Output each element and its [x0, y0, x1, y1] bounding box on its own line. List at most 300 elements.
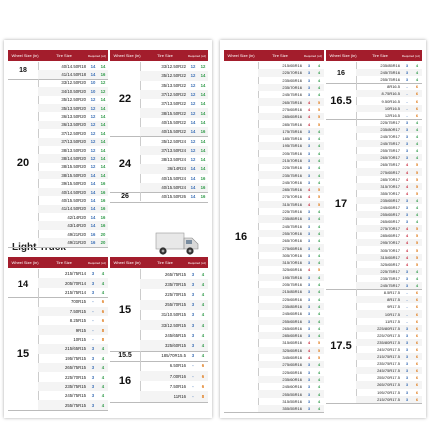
table-row: [258, 135, 324, 142]
table-row: [38, 288, 108, 297]
required-oz-b: 20: [100, 239, 106, 245]
table-row: [140, 81, 208, 90]
table-row: [356, 367, 422, 374]
table-row: [140, 71, 208, 80]
tire-size-cell: 255/65R16: [282, 318, 302, 324]
required-oz-b: 4: [317, 406, 321, 412]
tire-size-group: [140, 269, 208, 351]
required-oz-a: 3: [307, 70, 311, 76]
table-row: [140, 192, 208, 201]
required-oz-a: 4: [405, 176, 409, 182]
required-oz-a: 14: [90, 223, 96, 229]
required-oz-b: 4: [415, 155, 419, 161]
required-oz-a: 4: [307, 355, 311, 361]
tire-size-cell: 265/75R15: [164, 271, 186, 277]
table-row: [258, 244, 324, 251]
table-row: [38, 154, 108, 162]
required-oz-a: 3: [405, 63, 409, 69]
required-oz-a: 3: [307, 172, 311, 178]
table-row: [258, 354, 324, 361]
required-oz-a: 3: [405, 197, 409, 203]
required-oz-a: 3: [307, 376, 311, 382]
table-row: [356, 396, 422, 403]
required-oz-a: 3: [307, 245, 311, 251]
required-oz-b: 14: [100, 139, 106, 145]
table-header-top: [8, 50, 108, 61]
required-oz-a: 4: [307, 114, 311, 120]
table-row: [356, 310, 422, 317]
table-header-right-a: [224, 50, 324, 61]
required-oz-b: 4: [101, 355, 105, 361]
table-row: [258, 317, 324, 324]
required-oz-b: 4: [317, 209, 321, 215]
required-oz-a: 3: [405, 275, 409, 281]
required-oz-a: 14: [90, 189, 96, 195]
required-oz-a: 12: [90, 97, 96, 103]
group-divider: [8, 410, 108, 411]
tire-size-cell: 215/65R15: [64, 346, 86, 352]
required-oz-b: 6: [415, 325, 419, 331]
required-oz-a: 14: [90, 172, 96, 178]
required-oz-a: 3: [307, 398, 311, 404]
table-row: [356, 218, 422, 225]
tire-size-cell: 8R17.5: [387, 297, 400, 303]
tire-size-cell: 225/70R17.5: [377, 332, 400, 338]
table-row: [258, 179, 324, 186]
required-oz-a: 14: [90, 72, 96, 78]
required-oz-b: 14: [100, 172, 106, 178]
required-oz-a: 3: [405, 119, 409, 125]
table-row: [356, 296, 422, 303]
tire-size-cell: 6.50R16: [169, 363, 186, 369]
required-oz-b: 6: [415, 112, 419, 118]
required-oz-b: 4: [317, 92, 321, 98]
tire-size-cell: 215/75R14: [64, 289, 86, 295]
required-oz-b: 14: [100, 122, 106, 128]
required-oz-a: 3: [307, 333, 311, 339]
required-oz-a: 4: [405, 247, 409, 253]
tire-size-cell: 37/13.50R24: [161, 147, 186, 153]
table-row: [258, 376, 324, 383]
required-oz-a: 3: [405, 155, 409, 161]
required-oz-b: 6: [415, 361, 419, 367]
required-oz-a: 4: [307, 106, 311, 112]
tire-size-cell: 325/60R15: [164, 342, 186, 348]
required-oz-b: 16: [100, 197, 106, 203]
required-oz-a: 4: [307, 194, 311, 200]
required-oz-b: 8: [201, 393, 205, 399]
required-oz-b: 6: [415, 297, 419, 303]
table-row: [258, 128, 324, 135]
required-oz-a: -: [406, 105, 408, 111]
required-oz-a: 3: [191, 353, 195, 359]
required-oz-a: 3: [307, 158, 311, 163]
table-row: [258, 120, 324, 127]
required-oz-b: 5: [317, 340, 321, 346]
required-oz-a: 3: [405, 389, 409, 395]
required-oz-b: 6: [415, 304, 419, 310]
tire-size-cell: 315/55R16: [282, 398, 302, 404]
table-row: [258, 281, 324, 288]
header-tire-size: Tire Size: [157, 260, 173, 265]
required-oz-a: -: [406, 290, 408, 296]
group-divider: [326, 403, 422, 404]
wheel-size-label: 24: [110, 136, 141, 192]
required-oz-b: 6: [101, 308, 105, 314]
tire-size-cell: 275/65R16: [282, 362, 302, 368]
required-oz-b: 8: [101, 327, 105, 333]
required-oz-a: 3: [307, 238, 311, 244]
table-row: [140, 351, 208, 361]
tire-size-cell: 40/15.50R22: [161, 119, 186, 125]
table-row: [38, 121, 108, 129]
required-oz-b: 14: [100, 156, 106, 161]
tire-size-cell: 245/75R17: [380, 283, 400, 288]
required-oz-a: 3: [405, 382, 409, 388]
table-row: [356, 318, 422, 325]
required-oz-b: 5: [415, 226, 419, 232]
required-oz-b: 6: [415, 375, 419, 381]
required-oz-a: 3: [307, 85, 311, 91]
table-row: [38, 354, 108, 363]
required-oz-a: 12: [90, 139, 96, 145]
required-oz-b: 6: [415, 368, 419, 374]
required-oz-b: 4: [101, 402, 105, 408]
tire-size-cell: 185/75R16: [282, 136, 302, 142]
table-row: [258, 383, 324, 390]
table-row: [140, 155, 208, 164]
required-oz-b: 4: [317, 150, 321, 156]
table-row: [356, 204, 422, 211]
tire-size-cell: 38/14.50R20: [61, 156, 86, 161]
required-oz-b: 16: [100, 214, 106, 220]
required-oz-b: 4: [317, 158, 321, 163]
required-oz-b: 4: [317, 63, 321, 69]
tire-size-cell: 8R16.5: [387, 84, 400, 90]
required-oz-b: 4: [317, 77, 321, 83]
required-oz-b: 14: [100, 130, 106, 136]
tire-size-cell: 49/21R20: [67, 231, 86, 237]
table-row: [38, 188, 108, 196]
header-wheel-size: Wheel Size (in): [113, 53, 141, 58]
header-required: Required (oz): [187, 260, 207, 265]
required-oz-b: 16: [100, 189, 106, 195]
required-oz-b: 4: [415, 141, 419, 147]
tire-size-cell: 235/75R16: [282, 172, 302, 178]
tire-size-cell: 40/14.50R18: [61, 63, 86, 69]
table-row: [140, 340, 208, 350]
required-oz-a: 3: [307, 362, 311, 368]
required-oz-a: 14: [90, 181, 96, 187]
table-row: [258, 303, 324, 310]
table-row: [356, 133, 422, 140]
table-row: [356, 119, 422, 126]
required-oz-b: 16: [200, 194, 206, 200]
required-oz-a: 3: [307, 260, 311, 266]
table-row: [258, 171, 324, 178]
required-oz-b: 4: [317, 362, 321, 368]
tire-size-cell: 245/75R17.5: [377, 368, 400, 374]
required-oz-b: 4: [415, 77, 419, 83]
tire-size-cell: 255/70R16: [282, 230, 302, 236]
required-oz-b: 5: [317, 106, 321, 112]
tire-size-cell: 235/75R17.5: [377, 361, 400, 367]
required-oz-a: -: [92, 318, 94, 324]
tire-size-cell: 225/70R16: [282, 70, 302, 76]
required-oz-a: 3: [91, 346, 95, 352]
required-oz-a: 3: [91, 393, 95, 399]
table-row: [356, 225, 422, 232]
table-row: [258, 142, 324, 149]
required-oz-a: 12: [190, 92, 196, 98]
tire-size-cell: 38/15.50R22: [161, 110, 186, 116]
table-row: [38, 96, 108, 104]
table-row: [258, 274, 324, 281]
table-row: [258, 296, 324, 303]
tire-size-cell: 255/65R17: [380, 212, 400, 218]
required-oz-b: 6: [415, 91, 419, 97]
required-oz-a: -: [406, 98, 408, 104]
required-oz-b: 4: [415, 148, 419, 154]
required-oz-b: 14: [200, 92, 206, 98]
required-oz-b: 4: [317, 296, 321, 302]
table-row: [140, 269, 208, 279]
required-oz-a: 3: [307, 274, 311, 280]
table-row: [38, 221, 108, 229]
required-oz-b: 5: [415, 162, 419, 168]
required-oz-b: 16: [100, 206, 106, 212]
required-oz-b: 4: [317, 260, 321, 266]
table-row: [356, 62, 422, 69]
wheel-size-label: 16: [110, 361, 141, 402]
table-row: [258, 150, 324, 157]
table-row: [356, 112, 422, 119]
table-row: [356, 353, 422, 360]
tire-size-cell: 235/85R16: [380, 63, 400, 69]
required-oz-b: 5: [415, 254, 419, 260]
tire-size-cell: 33/12.50R22: [161, 64, 186, 70]
required-oz-a: 4: [405, 183, 409, 189]
required-oz-b: 4: [317, 274, 321, 280]
required-oz-b: 5: [415, 247, 419, 253]
tire-size-cell: 36/13.50R20: [61, 114, 86, 120]
table-row: [356, 239, 422, 246]
required-oz-a: 3: [307, 325, 311, 331]
tire-size-cell: 37/13.50R20: [61, 139, 86, 145]
tire-size-cell: 38/13.50R20: [61, 147, 86, 153]
required-oz-a: 3: [91, 365, 95, 371]
tire-size-cell: 35/12.50R22: [161, 73, 186, 79]
tire-size-cell: 225/80R17.5: [377, 325, 400, 331]
required-oz-b: 4: [201, 342, 205, 348]
required-oz-a: 3: [307, 384, 311, 390]
required-oz-a: 4: [307, 347, 311, 353]
required-oz-b: 6: [201, 363, 205, 369]
required-oz-b: 4: [317, 282, 321, 288]
table-row: [38, 344, 108, 353]
table-row: [356, 69, 422, 76]
required-oz-b: 4: [317, 369, 321, 375]
tire-size-cell: 315/75R16: [282, 201, 302, 207]
tire-size-cell: 205/75R16: [282, 150, 302, 156]
tire-size-cell: 315/65R16: [282, 340, 302, 346]
table-row: [38, 62, 108, 70]
required-oz-a: 4: [405, 190, 409, 196]
required-oz-a: 3: [405, 339, 409, 345]
table-header-bottom: [8, 257, 108, 268]
tire-size-cell: 305/70R17: [380, 247, 400, 253]
truck-icon: [154, 230, 200, 258]
table-row: [356, 254, 422, 261]
tire-size-cell: 355/55R16: [282, 406, 302, 412]
required-oz-a: -: [406, 91, 408, 97]
required-oz-b: 4: [415, 126, 419, 132]
tire-size-group: [356, 289, 422, 403]
table-row: [258, 398, 324, 405]
required-oz-a: 12: [190, 82, 196, 88]
required-oz-a: 12: [190, 64, 196, 70]
required-oz-a: 3: [307, 303, 311, 309]
table-row: [140, 118, 208, 127]
table-row: [140, 320, 208, 330]
tire-size-cell: 225/75R16: [282, 209, 302, 215]
tire-size-cell: 7.50R16: [169, 383, 186, 389]
required-oz-a: 3: [191, 302, 195, 308]
table-row: [356, 289, 422, 296]
required-oz-a: -: [192, 383, 194, 389]
required-oz-b: 5: [317, 187, 321, 193]
tire-size-cell: 265/65R16: [282, 325, 302, 331]
required-oz-b: 5: [415, 169, 419, 175]
table-row: [258, 310, 324, 317]
required-oz-a: 3: [405, 354, 409, 360]
required-oz-a: -: [406, 318, 408, 324]
tire-size-cell: 215/75R14: [64, 271, 86, 277]
tire-size-cell: 33/12.50R20: [61, 80, 86, 86]
required-oz-a: 3: [191, 332, 195, 338]
required-oz-a: 3: [191, 271, 195, 277]
required-oz-b: 6: [415, 389, 419, 395]
header-wheel-size: Wheel Size (in): [11, 53, 39, 58]
required-oz-a: 14: [190, 166, 196, 172]
required-oz-a: 4: [405, 233, 409, 239]
required-oz-b: 14: [100, 63, 106, 69]
required-oz-b: 14: [200, 166, 206, 172]
tire-size-cell: 275/65R16: [282, 245, 302, 251]
tire-size-cell: 225/75R16: [282, 165, 302, 171]
required-oz-b: 14: [200, 82, 206, 88]
required-oz-a: -: [192, 373, 194, 379]
table-row: [258, 62, 324, 69]
table-row: [38, 70, 108, 78]
table-row: [140, 99, 208, 108]
required-oz-a: 3: [405, 148, 409, 154]
required-oz-b: 20: [100, 231, 106, 237]
required-oz-a: 4: [405, 162, 409, 168]
table-row: [258, 237, 324, 244]
required-oz-b: 14: [100, 97, 106, 103]
table-row: [38, 146, 108, 154]
table-row: [140, 310, 208, 320]
table-row: [258, 157, 324, 164]
required-oz-b: 4: [317, 165, 321, 171]
required-oz-b: 4: [317, 384, 321, 390]
tire-size-group: [38, 297, 108, 410]
table-row: [140, 146, 208, 155]
required-oz-a: 14: [190, 175, 196, 181]
table-row: [38, 325, 108, 334]
table-row: [258, 77, 324, 84]
tire-size-cell: 255/70R15: [164, 302, 186, 308]
header-required: Required (oz): [303, 53, 323, 58]
table-row: [258, 69, 324, 76]
tire-size-cell: 225/75R17: [380, 268, 400, 274]
required-oz-a: 12: [190, 101, 196, 107]
required-oz-b: 8: [101, 336, 105, 342]
table-row: [258, 164, 324, 171]
tire-size-cell: 245/70R17.5: [377, 346, 400, 352]
table-row: [38, 196, 108, 204]
required-oz-a: 14: [190, 194, 196, 200]
wheel-size-label: 16: [326, 62, 357, 83]
tire-size-cell: 8.25R15: [69, 318, 86, 324]
required-oz-a: 14: [190, 185, 196, 191]
tire-size-cell: 49/21R20: [67, 239, 86, 245]
required-oz-a: 3: [307, 369, 311, 375]
required-oz-b: 4: [101, 280, 105, 286]
tire-size-cell: 225/65R16: [282, 369, 302, 375]
tire-size-cell: 245/70R16: [282, 179, 302, 185]
required-oz-a: -: [406, 84, 408, 90]
table-row: [38, 104, 108, 112]
tire-size-group: [140, 192, 208, 201]
table-row: [140, 108, 208, 117]
table-row: [38, 363, 108, 372]
table-row: [258, 91, 324, 98]
header-wheel-size: Wheel Size (in): [11, 260, 39, 265]
required-oz-b: 4: [317, 311, 321, 317]
table-row: [140, 164, 208, 173]
required-oz-b: 4: [201, 281, 205, 287]
tire-size-group: [356, 119, 422, 289]
required-oz-a: 4: [405, 169, 409, 175]
required-oz-a: 4: [405, 240, 409, 246]
tire-size-cell: 235/70R15: [164, 281, 186, 287]
required-oz-b: 4: [201, 302, 205, 308]
group-divider: [110, 202, 208, 203]
required-oz-a: 12: [90, 147, 96, 153]
tire-size-cell: 10R15: [73, 336, 86, 342]
tire-size-cell: 39/15.50R20: [61, 181, 86, 187]
table-row: [258, 368, 324, 375]
table-row: [258, 259, 324, 266]
required-oz-a: -: [92, 308, 94, 314]
required-oz-b: 6: [415, 396, 419, 402]
required-oz-a: 3: [405, 134, 409, 140]
required-oz-b: 5: [415, 240, 419, 246]
tire-size-cell: 215/70R17.5: [377, 396, 400, 402]
required-oz-b: 14: [200, 119, 206, 125]
required-oz-a: 3: [405, 346, 409, 352]
tire-size-cell: 9.50R16.5: [381, 98, 400, 104]
wheel-size-label: 26: [110, 192, 141, 201]
tire-size-cell: 225/75R17: [380, 119, 400, 125]
required-oz-b: 4: [317, 245, 321, 251]
required-oz-b: 4: [317, 398, 321, 404]
tire-size-cell: 295/70R17: [380, 240, 400, 246]
required-oz-b: 16: [100, 181, 106, 187]
tire-size-cell: 35/13.50R20: [61, 105, 86, 111]
